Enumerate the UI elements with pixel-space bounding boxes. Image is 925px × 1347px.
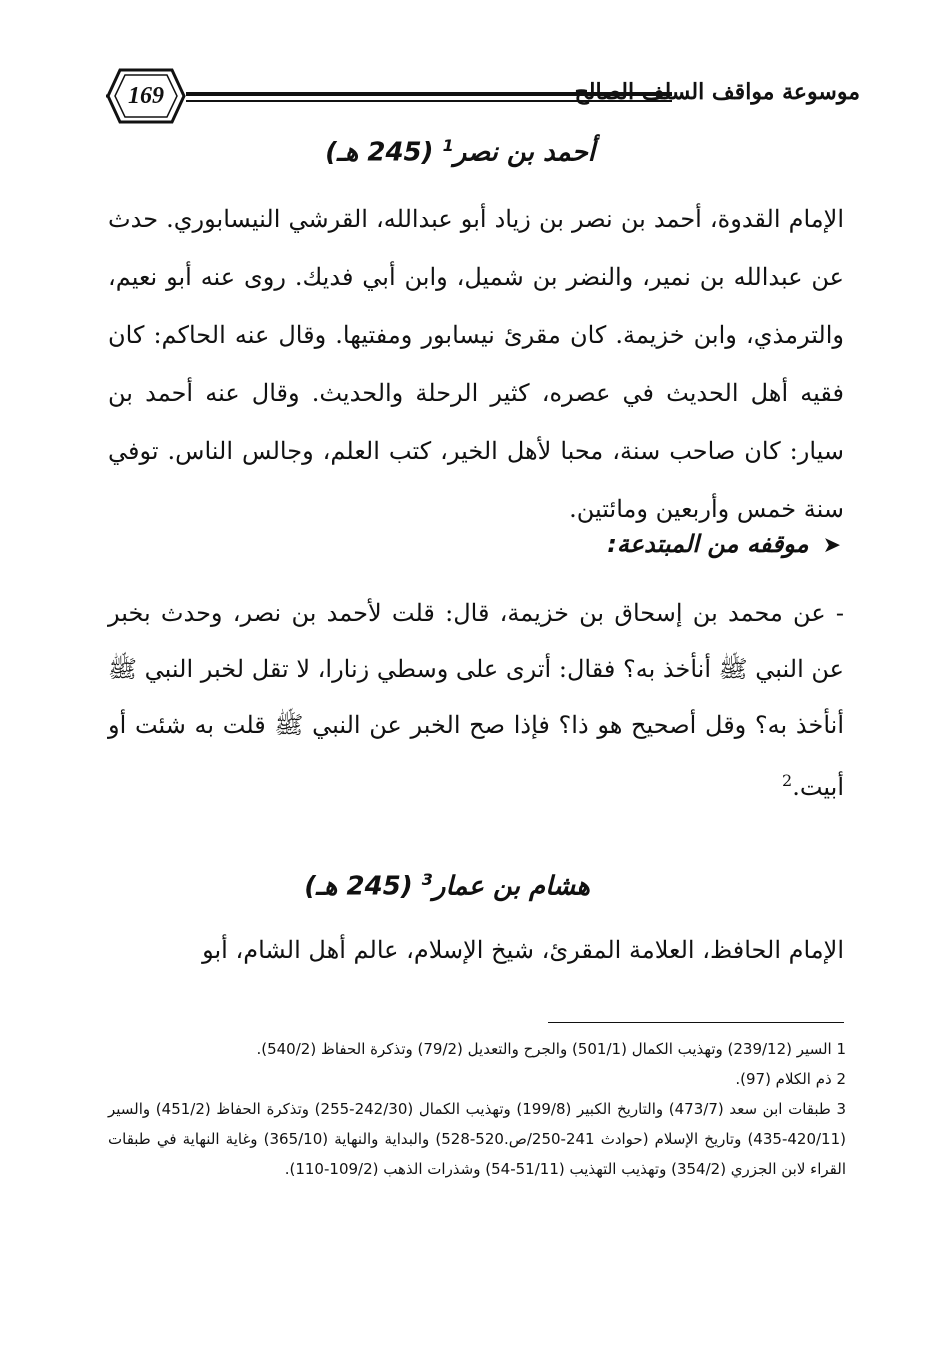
page-number: 169 bbox=[128, 82, 164, 109]
footnote-3: 3 طبقات ابن سعد (473/7) والتاريخ الكبير (199/8) وتهذيب الكمال (242/30-255) وتذكرة الحفاظ (451/2) والسير (420/11-435) وتاريخ الإسلام (حوادث 241-250/ص.520-528) والبداية والنهاية (365/10) وغاية النهاية في طبقات القراء لابن الجزري (354/2) وتهذيب التهذيب (51/11-54) وشذرات الذهب (109/2-110). bbox=[108, 1100, 846, 1178]
entry-date: (245 هـ) bbox=[325, 137, 434, 168]
entry-date: (245 هـ) bbox=[304, 871, 413, 902]
footnote-2: 2 ذم الكلام (97). bbox=[735, 1070, 846, 1088]
footnotes bbox=[108, 1034, 846, 1184]
section-text: - عن محمد بن إسحاق بن خزيمة، قال: قلت لأحمد بن نصر، وحدث بخبر عن النبي ﷺ أنأخذ به؟ فقال: أترى على وسطي زنارا، لا تقل لخبر النبي ﷺ أنأخذ به؟ وقل أصحيح هو ذا؟ فإذا صح الخبر عن النبي ﷺ قلت به شئت أو أبيت. bbox=[108, 599, 844, 801]
page-header bbox=[100, 62, 860, 132]
footnote-separator bbox=[548, 1022, 844, 1023]
footnote-ref: 2 bbox=[782, 771, 793, 790]
arrow-pointer-icon: ➤ bbox=[822, 533, 841, 558]
series-title: موسوعة مواقف السلف الصالح bbox=[574, 79, 860, 105]
section-heading bbox=[607, 530, 841, 558]
entry-bio-paragraph: الإمام الحافظ، العلامة المقرئ، شيخ الإسلام، عالم أهل الشام، أبو bbox=[202, 936, 844, 964]
footnote-ref: 1 bbox=[442, 136, 454, 155]
section-paragraph bbox=[108, 585, 844, 815]
entry-title-hisham bbox=[304, 870, 590, 902]
entry-title-ahmad bbox=[325, 136, 595, 168]
footnote-ref: 3 bbox=[421, 870, 433, 889]
entry-name: أحمد بن نصر bbox=[453, 137, 595, 168]
section-heading-text: موقفه من المبتدعة: bbox=[607, 530, 809, 558]
page-number-badge bbox=[106, 66, 186, 126]
footnote-1: 1 السير (239/12) وتهذيب الكمال (501/1) والجرح والتعديل (79/2) وتذكرة الحفاظ (540/2). bbox=[256, 1040, 846, 1058]
entry-name: هشام بن عمار bbox=[432, 871, 590, 902]
entry-bio-paragraph: الإمام القدوة، أحمد بن نصر بن زياد أبو عبدالله، القرشي النيسابوري. حدث عن عبدالله بن نمير، والنضر بن شميل، وابن أبي فديك. روى عنه أبو نعيم، والترمذي، وابن خزيمة. كان مقرئ نيسابور ومفتيها. وقال عنه الحاكم: كان فقيه أهل الحديث في عصره، كثير الرحلة والحديث. وقال عنه أحمد بن سيار: كان صاحب سنة، محبا لأهل الخير، كتب العلم، وجالس الناس. توفي سنة خمس وأربعين ومائتين. bbox=[108, 205, 844, 523]
